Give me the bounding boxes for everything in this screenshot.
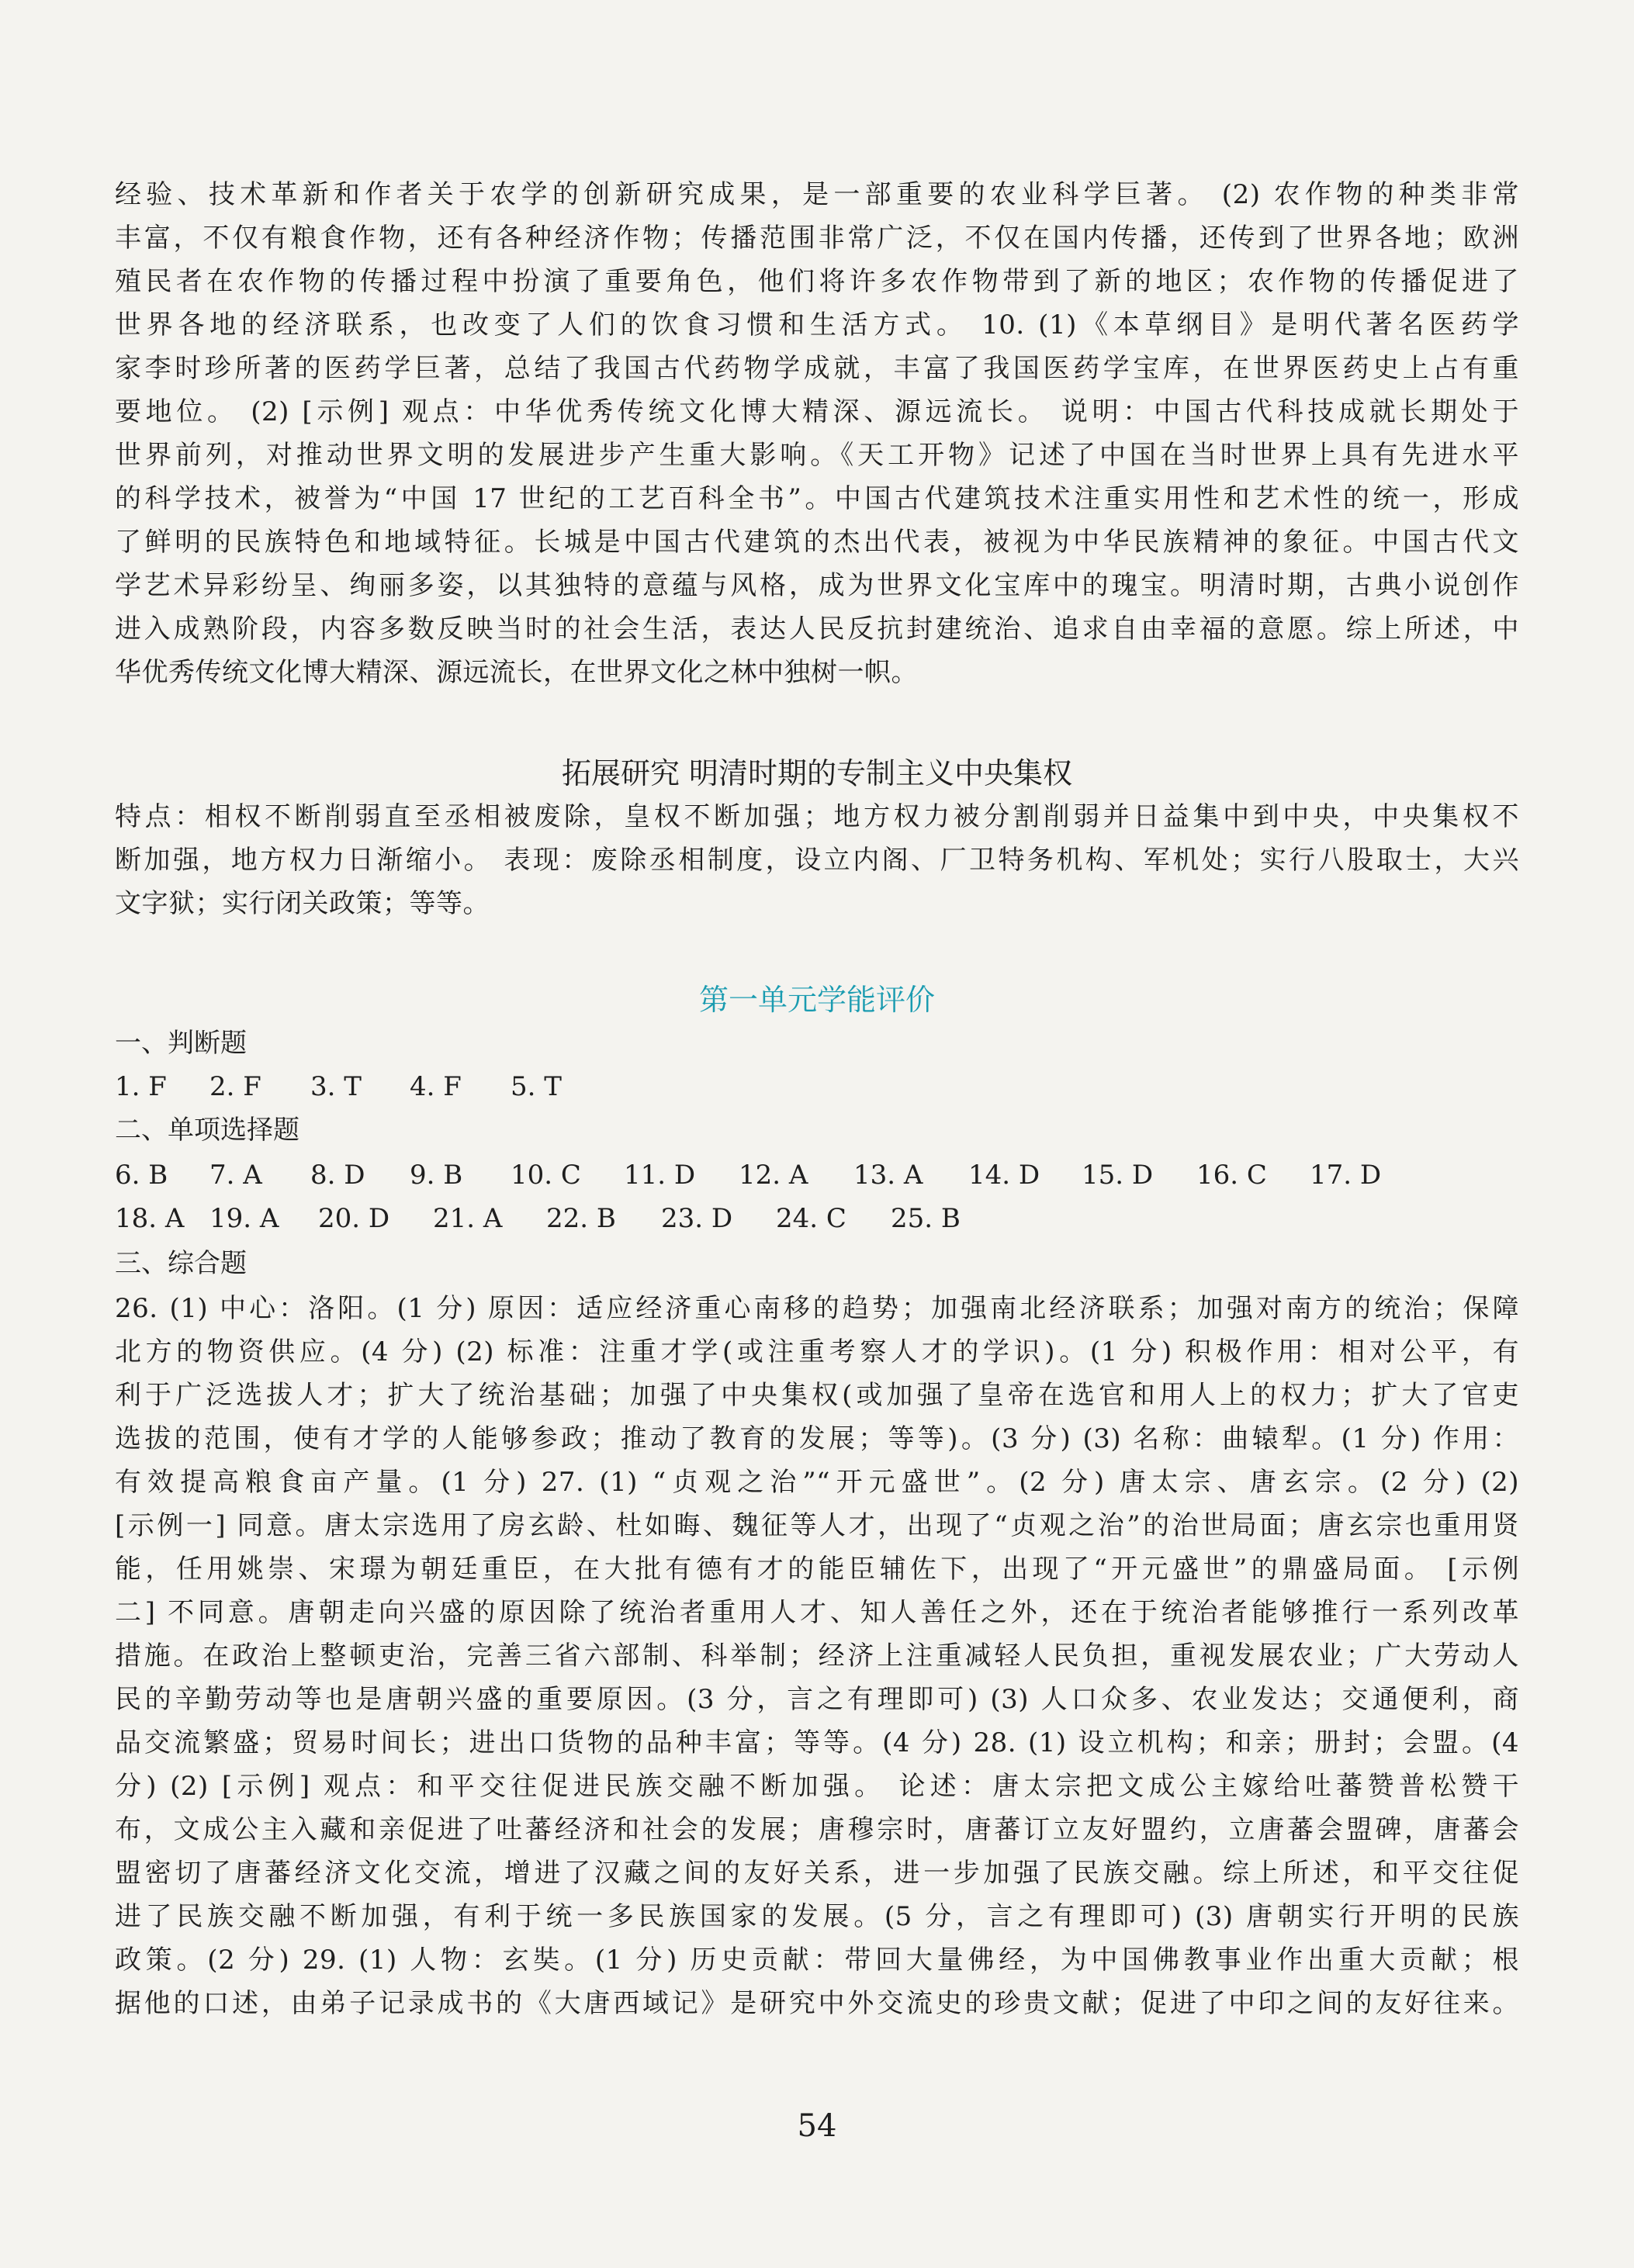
text-line: 了鲜明的民族特色和地域特征。长城是中国古代建筑的杰出代表，被视为中华民族精神的象征。中国古代文 bbox=[115, 527, 1519, 558]
answer-item: 25. B bbox=[891, 1203, 961, 1234]
text-line: 特点：相权不断削弱直至丞相被废除，皇权不断加强；地方权力被分割削弱并日益集中到中央，中央集权不 bbox=[115, 801, 1519, 832]
text-line: 二] 不同意。唐朝走向兴盛的原因除了统治者重用人才、知人善任之外，还在于统治者能够推行一系列改革 bbox=[115, 1597, 1519, 1628]
text-line: 世界前列，对推动世界文明的发展进步产生重大影响。《天工开物》记述了中国在当时世界上具有先进水平 bbox=[115, 440, 1519, 471]
text-line: 北方的物资供应。(4 分) (2) 标准：注重才学(或注重考察人才的学识)。(1 分) 积极作用：相对公平，有 bbox=[115, 1336, 1519, 1367]
text-line: 民的辛勤劳动等也是唐朝兴盛的重要原因。(3 分，言之有理即可) (3) 人口众多、农业发达；交通便利，商 bbox=[115, 1684, 1519, 1715]
text-line: 进了民族交融不断加强，有利于统一多民族国家的发展。(5 分，言之有理即可) (3) 唐朝实行开明的民族 bbox=[115, 1901, 1519, 1932]
answer-item: 9. B bbox=[410, 1160, 463, 1191]
answer-item: 8. D bbox=[310, 1160, 365, 1191]
answer-item: 21. A bbox=[433, 1203, 503, 1234]
true-false-answers bbox=[115, 1069, 1519, 1105]
answer-item: 24. C bbox=[776, 1203, 846, 1234]
multiple-choice-answers-row-2 bbox=[115, 1201, 1519, 1236]
answer-item: 6. B bbox=[115, 1160, 168, 1191]
text-line: 能，任用姚崇、宋璟为朝廷重臣，在大批有德有才的能臣辅佐下，出现了“开元盛世”的鼎盛局面。 [示例 bbox=[115, 1554, 1519, 1585]
section-title-unit-assessment: 第一单元学能评价 bbox=[698, 983, 935, 1017]
text-line: 断加强，地方权力日渐缩小。 表现：废除丞相制度，设立内阁、厂卫特务机构、军机处；实行八股取士，大兴 bbox=[115, 845, 1519, 876]
text-line: 学艺术异彩纷呈、绚丽多姿，以其独特的意蕴与风格，成为世界文化宝库中的瑰宝。明清时期，古典小说创作 bbox=[115, 570, 1519, 601]
text-line: 据他的口述，由弟子记录成书的《大唐西域记》是研究中外交流史的珍贵文献；促进了中印之间的友好往来。 bbox=[115, 1988, 1519, 2019]
answer-item: 2. F bbox=[209, 1071, 261, 1102]
text-line: 盟密切了唐蕃经济文化交流，增进了汉藏之间的友好关系，进一步加强了民族交融。综上所述，和平交往促 bbox=[115, 1858, 1519, 1889]
text-line: 经验、技术革新和作者关于农学的创新研究成果，是一部重要的农业科学巨著。 (2) 农作物的种类非常 bbox=[115, 179, 1519, 210]
page-number: 54 bbox=[797, 2108, 837, 2144]
text-line: 布，文成公主入藏和亲促进了吐蕃经济和社会的发展；唐穆宗时，唐蕃订立友好盟约，立唐蕃会盟碑，唐蕃会 bbox=[115, 1814, 1519, 1845]
part2-heading: 二、单项选择题 bbox=[115, 1115, 299, 1146]
text-line: 有效提高粮食亩产量。(1 分) 27. (1) “贞观之治”“开元盛世”。(2 分) 唐太宗、唐玄宗。(2 分) (2) bbox=[115, 1467, 1519, 1498]
text-line: 家李时珍所著的医药学巨著，总结了我国古代药物学成就，丰富了我国医药学宝库，在世界医药史上占有重 bbox=[115, 353, 1519, 384]
text-line: 殖民者在农作物的传播过程中扮演了重要角色，他们将许多农作物带到了新的地区；农作物的传播促进了 bbox=[115, 266, 1519, 297]
answer-item: 14. D bbox=[968, 1160, 1040, 1191]
answer-item: 17. D bbox=[1310, 1160, 1382, 1191]
answer-item: 3. T bbox=[310, 1071, 362, 1102]
part1-heading: 一、判断题 bbox=[115, 1028, 247, 1059]
answer-item: 18. A bbox=[115, 1203, 185, 1234]
text-line: 分) (2) [示例] 观点：和平交往促进民族交融不断加强。 论述：唐太宗把文成公主嫁给吐蕃赞普松赞干 bbox=[115, 1771, 1519, 1802]
text-line: 丰富，不仅有粮食作物，还有各种经济作物；传播范围非常广泛，不仅在国内传播，还传到了世界各地；欧洲 bbox=[115, 223, 1519, 254]
text-line: 措施。在政治上整顿吏治，完善三省六部制、科举制；经济上注重减轻人民负担，重视发展农业；广大劳动人 bbox=[115, 1640, 1519, 1672]
text-line: 文字狱；实行闭关政策；等等。 bbox=[115, 888, 490, 919]
answer-item: 15. D bbox=[1082, 1160, 1154, 1191]
text-line: [示例一] 同意。唐太宗选用了房玄龄、杜如晦、魏征等人才，出现了“贞观之治”的治世局面；唐玄宗也重用贤 bbox=[115, 1510, 1519, 1541]
answer-item: 12. A bbox=[739, 1160, 808, 1191]
answer-item: 20. D bbox=[318, 1203, 390, 1234]
answer-item: 7. A bbox=[209, 1160, 262, 1191]
answer-item: 16. C bbox=[1196, 1160, 1267, 1191]
answer-item: 19. A bbox=[209, 1203, 279, 1234]
text-line: 利于广泛选拔人才；扩大了统治基础；加强了中央集权(或加强了皇帝在选官和用人上的权力；扩大了官吏 bbox=[115, 1380, 1519, 1411]
answer-item: 11. D bbox=[624, 1160, 696, 1191]
answer-item: 22. B bbox=[546, 1203, 616, 1234]
section-title-extension-research: 拓展研究 明清时期的专制主义中央集权 bbox=[561, 756, 1073, 790]
text-line: 进入成熟阶段，内容多数反映当时的社会生活，表达人民反抗封建统治、追求自由幸福的意愿。综上所述，中 bbox=[115, 614, 1519, 645]
text-line: 世界各地的经济联系，也改变了人们的饮食习惯和生活方式。 10. (1)《本草纲目》是明代著名医药学 bbox=[115, 309, 1519, 341]
text-line: 选拔的范围，使有才学的人能够参政；推动了教育的发展；等等)。(3 分) (3) 名称：曲辕犁。(1 分) 作用： bbox=[115, 1423, 1519, 1454]
text-line: 品交流繁盛；贸易时间长；进出口货物的品种丰富；等等。(4 分) 28. (1) 设立机构；和亲；册封；会盟。(4 bbox=[115, 1727, 1519, 1758]
text-line: 华优秀传统文化博大精深、源远流长，在世界文化之林中独树一帜。 bbox=[115, 657, 918, 688]
part3-heading: 三、综合题 bbox=[115, 1248, 247, 1279]
answer-item: 13. A bbox=[853, 1160, 923, 1191]
text-line: 26. (1) 中心：洛阳。(1 分) 原因：适应经济重心南移的趋势；加强南北经济联系；加强对南方的统治；保障 bbox=[115, 1293, 1519, 1324]
text-line: 政策。(2 分) 29. (1) 人物：玄奘。(1 分) 历史贡献：带回大量佛经，为中国佛教事业作出重大贡献；根 bbox=[115, 1945, 1519, 1976]
text-line: 的科学技术，被誉为“中国 17 世纪的工艺百科全书”。中国古代建筑技术注重实用性和艺术性的统一，形成 bbox=[115, 483, 1519, 514]
multiple-choice-answers-row-1 bbox=[115, 1157, 1519, 1193]
answer-item: 1. F bbox=[115, 1071, 167, 1102]
answer-item: 10. C bbox=[511, 1160, 581, 1191]
answer-item: 23. D bbox=[661, 1203, 733, 1234]
answer-item: 5. T bbox=[511, 1071, 562, 1102]
text-line: 要地位。 (2) [示例] 观点：中华优秀传统文化博大精深、源远流长。 说明：中国古代科技成就长期处于 bbox=[115, 396, 1519, 427]
answer-item: 4. F bbox=[410, 1071, 462, 1102]
